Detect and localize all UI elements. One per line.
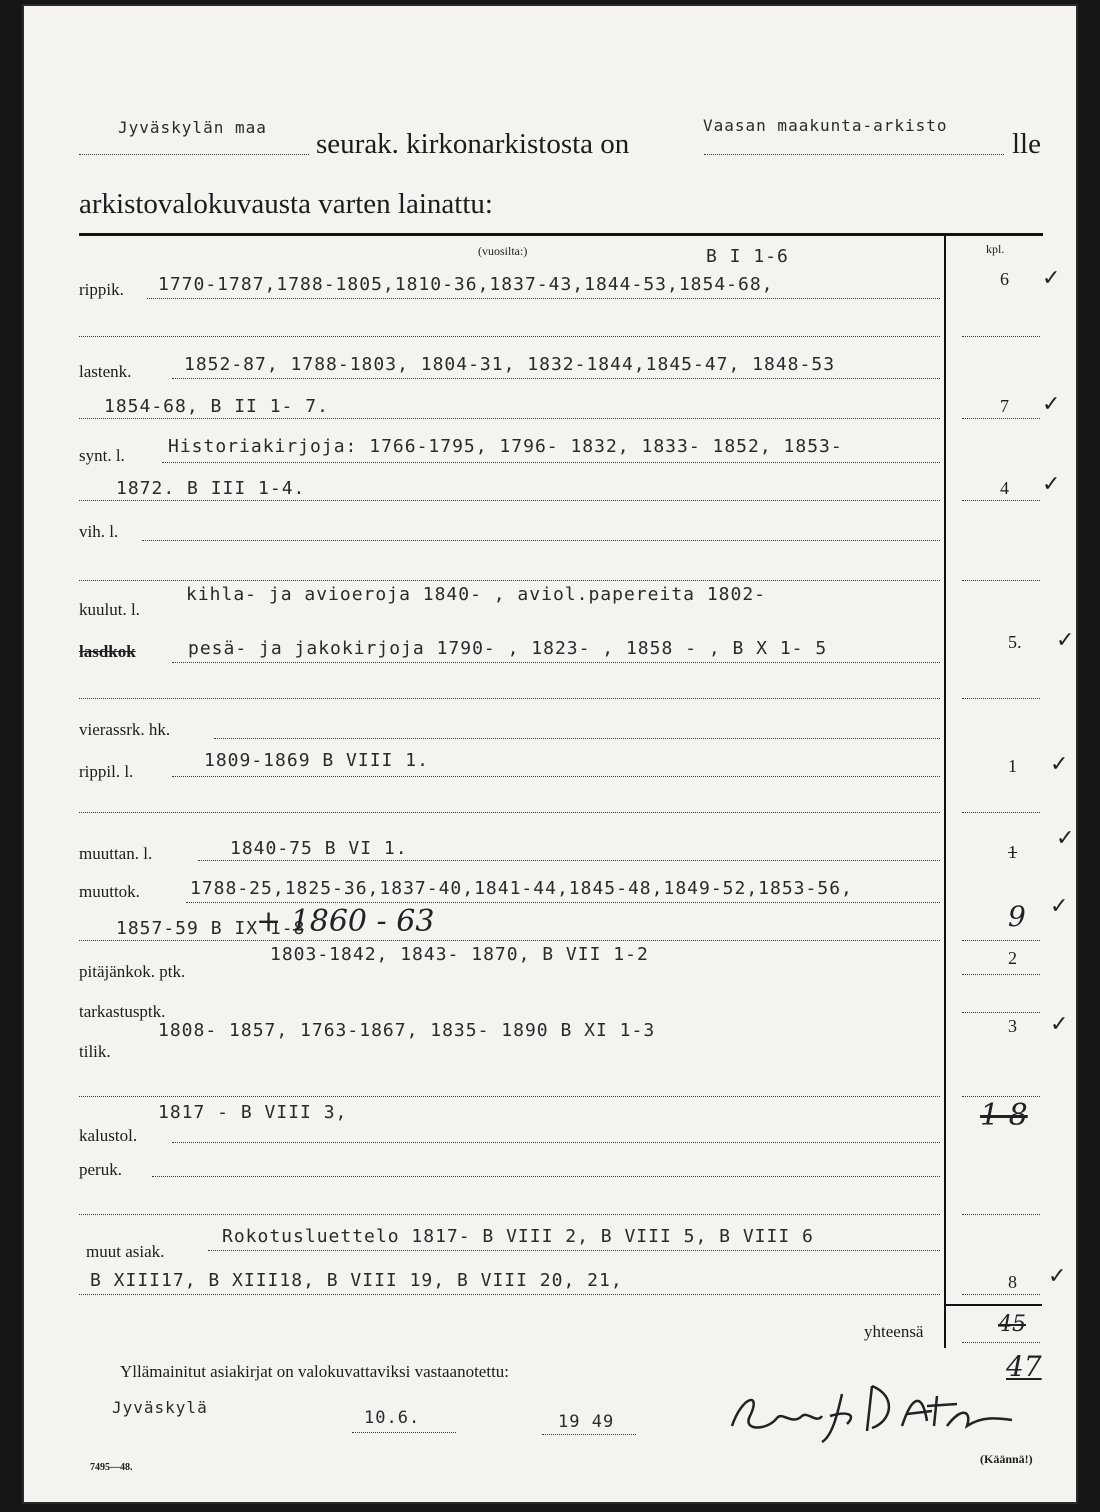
value-tilik: 1808- 1857, 1763-1867, 1835- 1890 B XI 1-3 <box>158 1020 656 1041</box>
dots-peruk <box>152 1176 940 1177</box>
value-synt-2: 1872. B III 1-4. <box>116 478 306 499</box>
dots-count-lastenk <box>962 418 1040 419</box>
value-rippil: 1809-1869 B VIII 1. <box>204 750 429 771</box>
years-caption: (vuosilta:) <box>478 244 528 258</box>
signum-rippik: B I 1-6 <box>706 246 789 267</box>
label-struck: lasdkok <box>79 642 136 661</box>
value-pesa: pesä- ja jakokirjoja 1790- , 1823- , 1858 - , B X 1- 5 <box>188 638 828 659</box>
handwritten-addition: + 1860 - 63 <box>256 904 435 939</box>
label-kuulut: kuulut. l. <box>79 600 140 619</box>
dots-date <box>352 1432 456 1433</box>
value-lastenk-2: 1854-68, B II 1- 7. <box>104 396 329 417</box>
dots-count-peruk <box>962 1214 1040 1215</box>
archive-dotted-line <box>704 154 1004 155</box>
check-mark-icon: ✓ <box>1050 894 1069 919</box>
label-rippil: rippil. l. <box>79 762 134 781</box>
label-tarkastusptk: tarkastusptk. <box>79 1002 166 1021</box>
label-muuttok: muuttok. <box>79 882 140 901</box>
check-mark-icon: ✓ <box>1056 826 1075 851</box>
dots-count-muuttok <box>962 940 1040 941</box>
dots-rippil-2 <box>79 812 940 813</box>
count-column-rule <box>944 236 946 1348</box>
dots-kalustol <box>172 1142 940 1143</box>
dots-synt <box>162 462 940 463</box>
header-suffix: lle <box>1012 128 1041 160</box>
handwritten-signature <box>722 1376 1022 1446</box>
dots-muuttok <box>186 902 940 903</box>
label-pitajankok: pitäjänkok. ptk. <box>79 962 186 981</box>
dots-rippil <box>172 776 940 777</box>
value-muut-1: Rokotusluettelo 1817- B VIII 2, B VIII 5, B VIII 6 <box>222 1226 814 1247</box>
total-rule <box>944 1304 1042 1306</box>
label-lastenk: lastenk. <box>79 362 132 381</box>
count-muuttok: 9 <box>1008 900 1026 933</box>
dots-count-vih <box>962 580 1040 581</box>
footer-turn: (Käännä!) <box>980 1452 1033 1466</box>
dots-muut-2 <box>79 1294 940 1295</box>
dots-count-tilik <box>962 1096 1040 1097</box>
count-caption: kpl. <box>986 242 1005 256</box>
count-pitajankok: 2 <box>1008 948 1017 968</box>
label-muut-asiak: muut asiak. <box>86 1242 165 1261</box>
check-mark-icon: ✓ <box>1048 1264 1067 1289</box>
dots-vih-2 <box>79 580 940 581</box>
form-number: 7495—48. <box>90 1462 133 1473</box>
count-rippil: 1 <box>1008 756 1017 776</box>
count-pesa: 5. <box>1008 632 1022 652</box>
dots-count-muut <box>962 1294 1040 1295</box>
value-kuulut: kihla- ja avioeroja 1840- , aviol.papereita 1802- <box>186 584 767 605</box>
count-synt: 4 <box>1000 478 1009 498</box>
dots-synt-2 <box>79 500 940 501</box>
dots-pesa <box>172 662 940 663</box>
count-tilik: 3 <box>1008 1016 1017 1036</box>
parish-name: Jyväskylän maa <box>118 118 267 137</box>
dots-vierassrk <box>214 738 940 739</box>
count-kalustol: 1 8 <box>980 1098 1028 1133</box>
value-rippik: 1770-1787,1788-1805,1810-36,1837-43,1844-53,1854-68, <box>158 274 774 295</box>
dots-vih <box>142 540 940 541</box>
value-muuttan: 1840-75 B VI 1. <box>230 838 408 859</box>
header-text-1: seurak. kirkonarkistosta on <box>316 128 630 160</box>
label-muuttan: muuttan. l. <box>79 844 153 863</box>
dots-total <box>962 1342 1040 1343</box>
dots-lastenk <box>172 378 940 379</box>
dots-count-pesa <box>962 698 1040 699</box>
value-pitajankok: 1803-1842, 1843- 1870, B VII 1-2 <box>270 944 649 965</box>
label-tilik: tilik. <box>79 1042 111 1061</box>
dots-muut <box>208 1250 940 1251</box>
archive-form-sheet <box>22 4 1078 1504</box>
dots-rippik-2 <box>79 336 940 337</box>
value-synt-1: Historiakirjoja: 1766-1795, 1796- 1832, 1833- 1852, 1853- <box>168 436 843 457</box>
dots-count-rippik-2 <box>962 336 1040 337</box>
dots-muuttan <box>198 860 940 861</box>
label-synt: synt. l. <box>79 446 125 465</box>
count-muut: 8 <box>1008 1272 1017 1292</box>
value-muuttok-2: 1857-59 B IX 1-8 <box>116 918 306 939</box>
count-lastenk: 7 <box>1000 396 1009 416</box>
dots-count-synt <box>962 500 1040 501</box>
receipt-date: 10.6. <box>364 1408 421 1428</box>
header-rule <box>79 233 1043 236</box>
dots-count-pitajankok <box>962 974 1040 975</box>
check-mark-icon: ✓ <box>1050 1012 1069 1037</box>
receipt-year: 19 49 <box>558 1412 615 1432</box>
parish-dotted-line <box>79 154 309 155</box>
total-label: yhteensä <box>864 1322 924 1341</box>
header-text-2: arkistovalokuvausta varten lainattu: <box>79 188 493 220</box>
dots-muuttok-2 <box>79 940 940 941</box>
dots-count-rippil <box>962 812 1040 813</box>
total-corrected: 47 <box>1006 1350 1042 1383</box>
dots-count-tarkastusptk <box>962 1012 1040 1013</box>
total-struck: 45 <box>998 1312 1026 1337</box>
dots-pesa-2 <box>79 698 940 699</box>
label-vierassrk: vierassrk. hk. <box>79 720 171 739</box>
label-rippik: rippik. <box>79 280 124 299</box>
check-mark-icon: ✓ <box>1042 392 1061 417</box>
dots-tilik-2 <box>79 1096 940 1097</box>
value-kalustol: 1817 - B VIII 3, <box>158 1102 348 1123</box>
label-peruk: peruk. <box>79 1160 122 1179</box>
value-lastenk-1: 1852-87, 1788-1803, 1804-31, 1832-1844,1845-47, 1848-53 <box>184 354 836 375</box>
archive-name: Vaasan maakunta-arkisto <box>703 116 948 135</box>
dots-rippik <box>147 298 940 299</box>
value-muuttok-1: 1788-25,1825-36,1837-40,1841-44,1845-48,1849-52,1853-56, <box>190 878 853 899</box>
value-muut-2: B XIII17, B XIII18, B VIII 19, B VIII 20, 21, <box>90 1270 623 1291</box>
receipt-text: Yllämainitut asiakirjat on valokuvattaviksi vastaanotettu: <box>120 1362 510 1381</box>
check-mark-icon: ✓ <box>1042 472 1061 497</box>
check-mark-icon: ✓ <box>1056 628 1075 653</box>
label-vih: vih. l. <box>79 522 119 541</box>
dots-lastenk-2 <box>79 418 940 419</box>
receipt-place: Jyväskylä <box>112 1398 208 1417</box>
dots-peruk-2 <box>79 1214 940 1215</box>
count-muuttan: 1 <box>1008 842 1017 862</box>
count-rippik: 6 <box>1000 269 1009 289</box>
label-kalustol: kalustol. <box>79 1126 138 1145</box>
check-mark-icon: ✓ <box>1042 266 1061 291</box>
check-mark-icon: ✓ <box>1050 752 1069 777</box>
dots-year <box>542 1434 636 1435</box>
